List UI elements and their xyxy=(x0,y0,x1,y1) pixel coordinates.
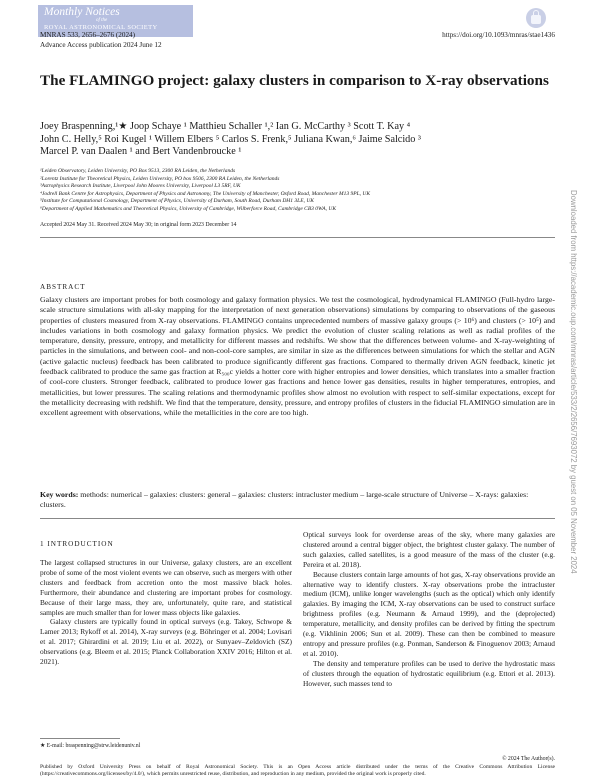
download-watermark-text: Downloaded from https://academic.oup.com/mnras/article/533/2/2656/7693072 by guest on 05 November 2024 xyxy=(569,190,578,574)
abstract-text: Galaxy clusters are important probes for both cosmology and galaxy formation physics. We test the cosmological, hydrodynamical FLAMINGO (Full-hydro large-scale structure simulations with all-sky mapping for the interpretation of next generation observations) simulations by comparing to observations of the gaseous properties of clusters measured from X-ray observations. FLAMINGO contains unprecedented numbers of massive galaxy groups (> 10⁶) and clusters (> 10⁵) and includes variations in both cosmology and galaxy formation physics. We predict the evolution of cluster scaling relations as well as radial profiles of the temperature, density, pressure, entropy, and metallicity for different masses and redshifts. We show that the differences between volume- and X-ray-weighting of particles in the simulations, and between cool- and non-cool-core samples, are similar in size as the differences between simulations for which the stellar and AGN (active galactic nucleus) feedback has been calibrated to produce significantly different gas fractions. Compared to thermally driven AGN feedback, kinetic jet feedback calibrated to produce the same gas fraction at R₅₀₀c yields a hotter core with higher entropies and lower densities, which translates into a smaller fraction of cool-core clusters. Stronger feedback, calibrated to produce lower gas fractions and hence lower gas densities, results in higher temperatures, entropies, and metallicities, but lower pressures. The scaling relations and thermodynamic profiles show almost no evolution with respect to self-similar expectations, except for the metallicity decreasing with redshift. We find that the temperature, density, pressure, and entropy profiles of clusters in the fiducial FLAMINGO simulation are in excellent agreement with observations, while the metallicities in the core are too high. xyxy=(40,295,555,418)
affiliation: ⁵Institute for Computational Cosmology, Department of Physics, University of Durham, South Road, Durham DH1 3LE, UK xyxy=(40,198,314,205)
accepted-date: Accepted 2024 May 31. Received 2024 May 30; in original form 2023 December 14 xyxy=(40,222,237,228)
paragraph: Galaxy clusters are typically found in optical surveys (e.g. Takey, Schwope & Lamer 2013; Rykoff et al. 2014), X-ray surveys (e.g. Böhringer et al. 2004; Lovisari et al. 2017; Ghirardini et al. 2019; Liu et al. 2022), or Sunyaev–Zeldovich (SZ) observations (e.g. Bleem et al. 2015; Planck Collaboration XXIV 2016; Hilton et al. 2021). xyxy=(40,617,292,667)
section-heading: 1 INTRODUCTION xyxy=(40,540,114,548)
affiliations xyxy=(40,168,560,214)
keywords xyxy=(40,490,555,511)
right-column xyxy=(303,530,555,689)
keywords-text: methods: numerical – galaxies: clusters: general – galaxies: clusters: intracluster medium – large-scale structure of Universe – X-rays: galaxies: clusters. xyxy=(40,490,529,510)
affiliation: ³Astrophysics Research Institute, Liverpool John Moores University, Liverpool L3 5RF, UK xyxy=(40,183,241,190)
paragraph: The density and temperature profiles can be used to derive the hydrostatic mass of clusters through the equation of hydrostatic equilibrium (e.g. Ettori et al. 2013). However, such masses tend to xyxy=(303,658,555,688)
license-text: Published by Oxford University Press on behalf of Royal Astronomical Society. This is an Open Access article distributed under the terms of the Creative Commons Attribution License (https://creativecommons.org/licenses/by/4.0/), which permits unrestricted reuse, distribution, and reproduction in any medium, provided the original work is properly cited. xyxy=(40,764,555,777)
left-column xyxy=(40,558,292,667)
logo-line-1: Monthly Notices xyxy=(44,6,120,18)
affiliation: ¹Leiden Observatory, Leiden University, PO Box 9513, 2300 RA Leiden, the Netherlands xyxy=(40,168,236,174)
paper-title: The FLAMINGO project: galaxy clusters in comparison to X-ray observations xyxy=(40,72,549,89)
author-line-2: John C. Helly,⁵ Roi Kugel ¹ Willem Elbers ⁵ Carlos S. Frenk,⁵ Juliana Kwan,⁶ Jaime Salcido ³ xyxy=(40,133,421,145)
paragraph: Optical surveys look for overdense areas of the sky, where many galaxies are clustered around a central bigger object, the brightest cluster galaxy. The number of such galaxies, called satellites, is a good measure of the mass of the cluster (e.g. Pereira et al. 2018). xyxy=(303,530,555,569)
author-line-3: Marcel P. van Daalen ¹ and Bert Vandenbroucke ¹ xyxy=(40,146,242,158)
author-list xyxy=(40,121,560,159)
divider xyxy=(40,237,555,238)
open-access-icon xyxy=(526,8,546,28)
author-line-1: Joey Braspenning,¹★ Joop Schaye ¹ Matthieu Schaller ¹,² Ian G. McCarthy ³ Scott T. Kay ⁴ xyxy=(40,121,411,132)
divider xyxy=(40,518,555,519)
keywords-label: Key words: xyxy=(40,490,79,499)
doi-link[interactable]: https://doi.org/10.1093/mnras/stae1436 xyxy=(442,31,555,39)
copyright: © 2024 The Author(s). xyxy=(502,756,555,762)
advance-access: Advance Access publication 2024 June 12 xyxy=(40,41,162,49)
abstract-heading: ABSTRACT xyxy=(40,283,86,291)
journal-citation: MNRAS 533, 2656–2676 (2024) xyxy=(40,31,136,39)
logo-line-2: of the xyxy=(96,18,108,23)
affiliation: ⁶Department of Applied Mathematics and Theoretical Physics, University of Cambridge, Wilberforce Road, Cambridge CB3 0WA, UK xyxy=(40,205,336,212)
affiliation: ⁴Jodrell Bank Centre for Astrophysics, Department of Physics and Astronomy, The University of Manchester, Oxford Road, Manchester M13 9PL, UK xyxy=(40,190,371,197)
email-footnote[interactable]: ★ E-mail: braspenning@strw.leidenuniv.nl xyxy=(40,743,141,749)
affiliation: ²Lorentz Institute for Theoretical Physics, Leiden University, PO box 9506, 2300 RA Leiden, the Netherlands xyxy=(40,175,280,182)
paragraph: The largest collapsed structures in our Universe, galaxy clusters, are an excellent probe of some of the most violent events we can observe, such as mergers with other clusters and feedback from accretion onto the most massive black holes. Furthermore, their abundance and clustering are important probes for cosmology. Because of their large mass, they are, unfortunately, quite rare, and statistical samples are much smaller than for lower mass objects like galaxies. xyxy=(40,558,292,617)
paragraph: Because clusters contain large amounts of hot gas, X-ray observations provide an alternative way to identify clusters. X-ray observations probe the intracluster medium (ICM), unlike longer wavelengths (such as the optical) which only identify galaxies. By imaging the ICM, X-ray observations can be used to construct surface brightness profiles (e.g. Neumann & Arnaud 1999), and the (deprojected) temperature, metallicity, and density profiles can be derived by fitting the spectrum (e.g. Vikhlinin 2006; Sun et al. 2009). These can then be combined to measure entropy and pressure profiles (e.g. Ponman, Sanderson & Finoguenov 2003; Arnaud et al. 2010). xyxy=(303,569,555,658)
footnote-divider xyxy=(40,738,120,739)
logo-line-3: ROYAL ASTRONOMICAL SOCIETY xyxy=(44,24,158,31)
